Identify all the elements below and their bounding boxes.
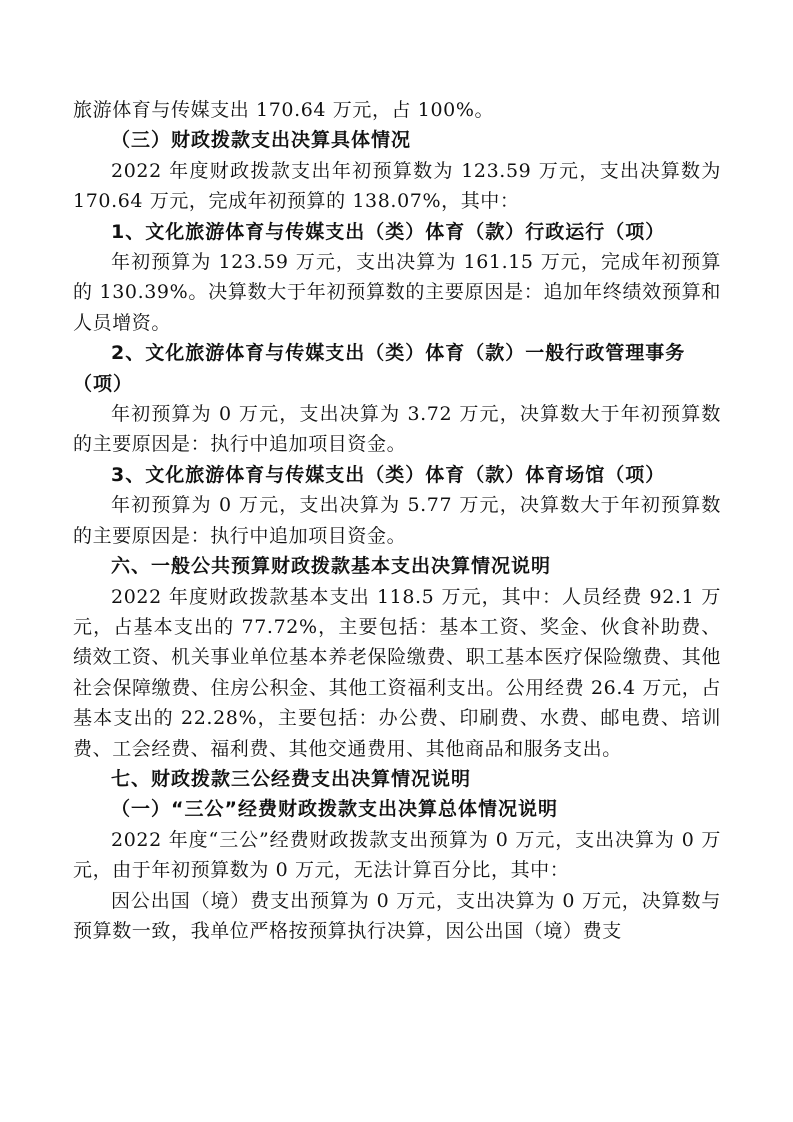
paragraph-overseas: 因公出国（境）费支出预算为 0 万元，支出决算为 0 万元，决算数与预算数一致，我单位严格按预算执行决算，因公出国（境）费支 [73, 889, 721, 942]
subsection-heading-1: （一）“三公”经费财政拨款支出决算总体情况说明 [111, 798, 558, 821]
paragraph-basic-expenditure: 2022 年度财政拨款基本支出 118.5 万元，其中：人员经费 92.1 万元，占基本支出的 77.72%，主要包括：基本工资、奖金、伙食补助费、绩效工资、机关事业单位基本养老保险缴费、职工基本医疗保险缴费、其他社会保障缴费、住房公积金、其他工资福利支出。公用经费 26.4 万元，占基本支出的 22.28%，主要包括：办公费、印刷费、水费、邮电费、培训费、工会经费、福利费、其他交通费用、其他商品和服务支出。 [73, 585, 721, 760]
document-page [73, 95, 721, 946]
item-heading-1: 1、文化旅游体育与传媒支出（类）体育（款）行政运行（项） [111, 220, 666, 243]
section-heading-7: 七、财政拨款三公经费支出决算情况说明 [111, 767, 472, 790]
paragraph-summary: 2022 年度财政拨款支出年初预算数为 123.59 万元，支出决算数为 170.64 万元，完成年初预算的 138.07%，其中： [73, 159, 721, 213]
paragraph-three-public: 2022 年度“三公”经费财政拨款支出预算为 0 万元，支出决算为 0 万元，由于年初预算数为 0 万元，无法计算百分比，其中： [73, 828, 721, 882]
item-paragraph-2: 年初预算为 0 万元，支出决算为 3.72 万元，决算数大于年初预算数的主要原因是：执行中追加项目资金。 [73, 403, 721, 456]
item-heading-3: 3、文化旅游体育与传媒支出（类）体育（款）体育场馆（项） [111, 463, 666, 486]
paragraph-continued: 旅游体育与传媒支出 170.64 万元，占 100%。 [73, 99, 495, 121]
section-heading-6: 六、一般公共预算财政拨款基本支出决算情况说明 [111, 555, 552, 578]
item-heading-2: 2、文化旅游体育与传媒支出（类）体育（款）一般行政管理事务（项） [73, 342, 686, 395]
item-paragraph-3: 年初预算为 0 万元，支出决算为 5.77 万元，决算数大于年初预算数的主要原因是：执行中追加项目资金。 [73, 494, 721, 547]
section-heading-3: （三）财政拨款支出决算具体情况 [111, 129, 412, 152]
item-paragraph-1: 年初预算为 123.59 万元，支出决算为 161.15 万元，完成年初预算的 130.39%。决算数大于年初预算数的主要原因是：追加年终绩效预算和人员增资。 [73, 251, 721, 334]
